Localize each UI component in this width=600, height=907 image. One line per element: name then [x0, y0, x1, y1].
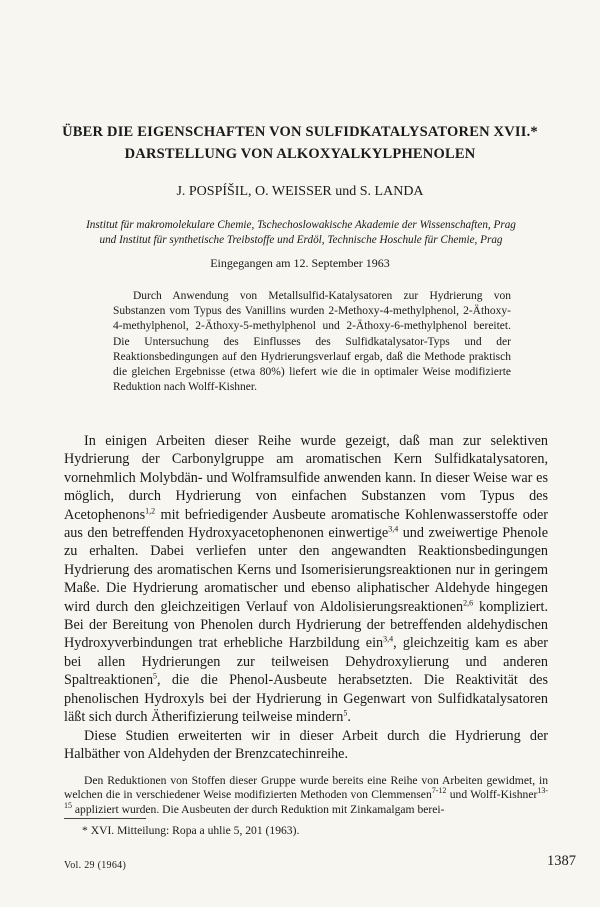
reference-marker: 13-15 — [64, 786, 548, 810]
paragraph-text: , gleichzeitig kam es aber bei allen Hydrierungen zur teilweisen Dehydroxylierung und anderen Spaltreaktionen — [64, 635, 548, 689]
paragraph-text: , die die Phenol-Ausbeute herabsetzten. Die Reaktivität des phenolischen Hydroxyls bei der Hydrierung in Gegenwart von Sulfidkatalysatoren läßt sich durch Ätherifizierung teilweise mindern — [64, 672, 548, 726]
paragraph-text: und Wolff-Kishner — [446, 788, 538, 802]
page-number: 1387 — [547, 853, 576, 869]
main-text — [64, 432, 548, 763]
reference-marker: 3,4 — [388, 524, 399, 534]
small-print-paragraph — [64, 774, 548, 817]
paragraph-1 — [64, 432, 548, 727]
affiliation-line-2: und Institut für synthetische Treibstoffe und Erdöl, Technische Hoschule für Chemie, Prag — [99, 234, 503, 246]
reference-marker: 3,4 — [383, 634, 394, 644]
paragraph-text: mit befriedigender Ausbeute aromatische Kohlenwasserstoffe oder aus den betreffenden Hydroxyacetophenonen einwertige — [64, 506, 548, 542]
reference-marker: 2,6 — [463, 597, 474, 607]
footnote-divider — [64, 818, 146, 819]
abstract — [113, 289, 511, 395]
abstract-text: Durch Anwendung von Metallsulfid-Katalysatoren zur Hydrierung von Substanzen vom Typus des Vanillins wurden 2-Methoxy-4-methylphenol, 2-Äthoxy-4-methylphenol, 2-Äthoxy-5-methylphenol und 2-Äthoxy-6-methylphenol bereitet. Die Untersuchung des Einflusses des Sulfidkatalysator-Typs und der Reaktionsbedingungen auf den Hydrierungsverlauf ergab, daß die Methode praktisch die gleichen Ergebnisse (etwa 80%) liefert wie die in optimaler Weise modifizierte Reduktion nach Wolff-Kishner. — [113, 290, 511, 394]
paragraph-2: Diese Studien erweiterten wir in dieser Arbeit durch die Hydrierung der Halbäther von Aldehyden der Brenzcatechinreihe. — [64, 727, 548, 762]
affiliation-line-1: Institut für makromolekulare Chemie, Tschechoslowakische Akademie der Wissenschaften, Prag — [86, 219, 516, 231]
paragraph-text: Den Reduktionen von Stoffen dieser Gruppe wurde bereits eine Reihe von Arbeiten gewidmet, in welchen die in verschiedener Weise modifizierten Methoden von Clemmensen — [64, 774, 548, 802]
paragraph-text: . — [347, 709, 351, 726]
article-title-line-1: ÜBER DIE EIGENSCHAFTEN VON SULFIDKATALYSATOREN XVII.* — [62, 124, 538, 140]
reference-marker: 5 — [153, 671, 158, 681]
volume-info: Vol. 29 (1964) — [64, 860, 127, 871]
received-date: Eingegangen am 12. September 1963 — [210, 256, 390, 270]
article-title-line-2: DARSTELLUNG VON ALKOXYALKYLPHENOLEN — [124, 146, 476, 162]
paragraph-text: kompliziert. Bei der Bereitung von Phenolen durch Hydrierung der betreffenden aldehydischen Hydroxyverbindungen trat erhebliche Harzbildung ein — [64, 598, 549, 652]
paragraph-text: und zweiwertige Phenole zu erhalten. Dabei verliefen unter den angewandten Reaktionsbedingungen Hydrierung des aromatischen Kerns und Isomerisierungsreaktionen nur in geringem Maße. Die Hydrierung aromatischer und ebenso aliphatischer Aldehyde hingegen wird durch den gleichzeitigen Verlauf von Aldolisierungsreaktionen — [64, 525, 549, 615]
reference-marker: 5 — [343, 708, 348, 718]
paragraph-text: appliziert wurden. Die Ausbeuten der durch Reduktion mit Zinkamalgam berei- — [72, 802, 445, 816]
footnote: * XVI. Mitteilung: Ropa a uhlie 5, 201 (1963). — [82, 824, 300, 837]
reference-marker: 1,2 — [145, 505, 156, 515]
paragraph-text: In einigen Arbeiten dieser Reihe wurde gezeigt, daß man zur selektiven Hydrierung der Carbonylgruppe am aromatischen Kern Sulfidkatalysatoren, vornehmlich Molybdän- und Wolframsulfide anwenden kann. In dieser Weise war es möglich, durch Hydrierung von einfachen Substanzen vom Typus des Acetophenons — [64, 433, 548, 523]
reference-marker: 7-12 — [431, 786, 447, 796]
paragraph-3 — [64, 774, 548, 817]
authors: J. POSPÍŠIL, O. WEISSER und S. LANDA — [176, 184, 424, 199]
